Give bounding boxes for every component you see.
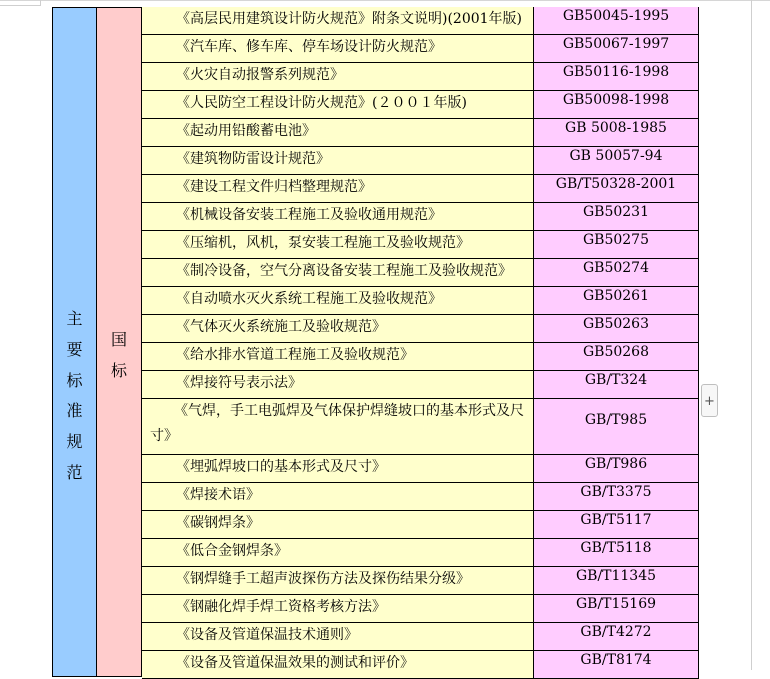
- standard-name-cell: [142, 203, 534, 231]
- table-row: [142, 315, 699, 343]
- category-national-label: [97, 325, 141, 387]
- standard-name: 《设备及管道保温技术通则》: [176, 627, 358, 643]
- table-row: [142, 455, 699, 483]
- standard-code: GB50116-1998: [562, 64, 670, 80]
- standard-code: GB50274: [582, 260, 649, 276]
- standard-code-cell: [534, 567, 699, 595]
- standard-code: GB50275: [582, 232, 649, 248]
- vertical-char: 标: [66, 370, 83, 390]
- table-row: [142, 511, 699, 539]
- table-row: [142, 119, 699, 147]
- standard-code: GB50263: [582, 316, 649, 332]
- standard-name-cell: [142, 371, 534, 399]
- standard-name-cell: [142, 455, 534, 483]
- table-row: [142, 399, 699, 455]
- table-row: [142, 539, 699, 567]
- standard-code: GB/T8174: [580, 652, 652, 668]
- standard-name: 《起动用铅酸蓄电池》: [176, 123, 316, 139]
- standard-name: 《焊接术语》: [176, 487, 260, 503]
- standard-code-cell: [534, 63, 699, 91]
- vertical-char: 主: [66, 309, 83, 328]
- standard-name-cell: [142, 91, 534, 119]
- standard-code-cell: [534, 511, 699, 539]
- standard-name-cell: [142, 651, 534, 679]
- vertical-char: 要: [66, 339, 83, 359]
- table-row: [142, 175, 699, 203]
- standard-code-cell: [534, 119, 699, 147]
- standard-name: 《气焊，手工电弧焊及气体保护焊缝坡口的基本形式及尺寸》: [150, 403, 524, 444]
- standard-code: GB50045-1995: [562, 8, 670, 24]
- table-row: [142, 623, 699, 651]
- standard-name: 《低合金钢焊条》: [176, 543, 288, 559]
- standard-code: GB/T11345: [575, 568, 657, 584]
- standard-name: 《汽车库、修车库、停车场设计防火规范》: [176, 39, 442, 55]
- standard-name-cell: [142, 7, 534, 35]
- standard-name-cell: [142, 399, 534, 455]
- standard-code-cell: [534, 203, 699, 231]
- standard-code: GB50268: [582, 344, 649, 360]
- standard-name: 《压缩机，风机，泵安装工程施工及验收规范》: [176, 235, 470, 251]
- standard-name-cell: [142, 511, 534, 539]
- standard-code: GB/T3375: [580, 484, 652, 500]
- standard-code-cell: [534, 371, 699, 399]
- standard-name: 《制冷设备，空气分离设备安装工程施工及验收规范》: [176, 263, 512, 279]
- table-row: [142, 259, 699, 287]
- standard-code-cell: [534, 651, 699, 679]
- standard-code: GB/T985: [584, 412, 648, 428]
- standard-code-cell: [534, 35, 699, 63]
- standard-name-cell: [142, 175, 534, 203]
- standard-name-cell: [142, 483, 534, 511]
- table-row: [142, 203, 699, 231]
- standard-name: 《机械设备安装工程施工及验收通用规范》: [176, 207, 442, 223]
- standard-name-cell: [142, 119, 534, 147]
- standard-name-cell: [142, 539, 534, 567]
- standard-code: GB 50057-94: [569, 148, 663, 164]
- standard-code-cell: [534, 175, 699, 203]
- standard-code: GB 5008-1985: [565, 120, 667, 136]
- standard-name-cell: [142, 35, 534, 63]
- standard-code: GB50098-1998: [562, 92, 670, 108]
- standard-code-cell: [534, 539, 699, 567]
- vertical-char: 规: [66, 432, 83, 452]
- standard-code: GB50067-1997: [562, 36, 670, 52]
- standard-code: GB/T15169: [575, 596, 657, 612]
- standard-name-cell: [142, 147, 534, 175]
- standard-code: GB/T324: [584, 372, 648, 388]
- add-row-button[interactable]: +: [701, 384, 718, 417]
- table-row: [142, 35, 699, 63]
- standard-name-cell: [142, 595, 534, 623]
- standard-code-cell: [534, 315, 699, 343]
- standard-code-cell: [534, 7, 699, 35]
- standard-name: 《建设工程文件归档整理规范》: [176, 179, 372, 195]
- table-row: [142, 147, 699, 175]
- standard-name: 《气体灭火系统施工及验收规范》: [176, 319, 386, 335]
- table-row: [142, 63, 699, 91]
- category-main-cell: [52, 7, 97, 677]
- standard-name: 《高层民用建筑设计防火规范》附条文说明)(2001年版): [176, 11, 523, 27]
- standard-code-cell: [534, 399, 699, 455]
- standard-code-cell: [534, 623, 699, 651]
- standard-code: GB/T5118: [580, 540, 652, 556]
- standard-name: 《建筑物防雷设计规范》: [176, 151, 330, 167]
- standard-name-cell: [142, 623, 534, 651]
- standard-code-cell: [534, 147, 699, 175]
- standard-name: 《设备及管道保温效果的测试和评价》: [176, 655, 414, 671]
- standard-name: 《碳钢焊条》: [176, 515, 260, 531]
- page-corner-mark: [0, 0, 41, 6]
- vertical-char: 国: [110, 330, 127, 349]
- table-row: [142, 483, 699, 511]
- vertical-char: 准: [66, 401, 83, 421]
- standard-name-cell: [142, 567, 534, 595]
- category-national-cell: [97, 7, 142, 677]
- standard-name-cell: [142, 287, 534, 315]
- table-row: [142, 287, 699, 315]
- standard-name-cell: [142, 231, 534, 259]
- standard-name: 《钢焊缝手工超声波探伤方法及探伤结果分级》: [176, 571, 470, 587]
- standard-name: 《火灾自动报警系列规范》: [176, 67, 344, 83]
- standard-code-cell: [534, 91, 699, 119]
- table-row: [142, 231, 699, 259]
- standard-code-cell: [534, 343, 699, 371]
- vertical-char: 标: [110, 360, 127, 380]
- standard-code: GB/T5117: [580, 512, 652, 528]
- standard-name-cell: [142, 259, 534, 287]
- standard-code: GB/T50328-2001: [555, 176, 677, 192]
- standard-code: GB/T4272: [580, 624, 652, 640]
- standard-name: 《钢融化焊手焊工资格考核方法》: [176, 599, 386, 615]
- table-row: [142, 371, 699, 399]
- standard-code-cell: [534, 483, 699, 511]
- table-row: [142, 91, 699, 119]
- standard-name: 《给水排水管道工程施工及验收规范》: [176, 347, 414, 363]
- category-main-label: [53, 304, 96, 489]
- standard-code: GB50261: [582, 288, 649, 304]
- table-row: [142, 595, 699, 623]
- standard-code-cell: [534, 287, 699, 315]
- table-row: [142, 7, 699, 35]
- table-row: [142, 567, 699, 595]
- standard-code-cell: [534, 595, 699, 623]
- table-row: [142, 343, 699, 371]
- table-row: [142, 651, 699, 679]
- standard-code-cell: [534, 455, 699, 483]
- vertical-char: 范: [66, 462, 83, 482]
- standard-name-cell: [142, 315, 534, 343]
- standard-name-cell: [142, 343, 534, 371]
- page-top-edge: [0, 0, 770, 1]
- standard-name: 《焊接符号表示法》: [176, 375, 302, 391]
- standard-name: 《埋弧焊坡口的基本形式及尺寸》: [176, 459, 386, 475]
- standard-name-cell: [142, 63, 534, 91]
- standard-name: 《人民防空工程设计防火规范》(２００１年版): [176, 95, 467, 111]
- standard-name: 《自动喷水灭火系统工程施工及验收规范》: [176, 291, 442, 307]
- standard-code: GB/T986: [584, 456, 648, 472]
- standard-code-cell: [534, 259, 699, 287]
- page-right-edge: [751, 0, 752, 670]
- standard-code: GB50231: [582, 204, 649, 220]
- standard-code-cell: [534, 231, 699, 259]
